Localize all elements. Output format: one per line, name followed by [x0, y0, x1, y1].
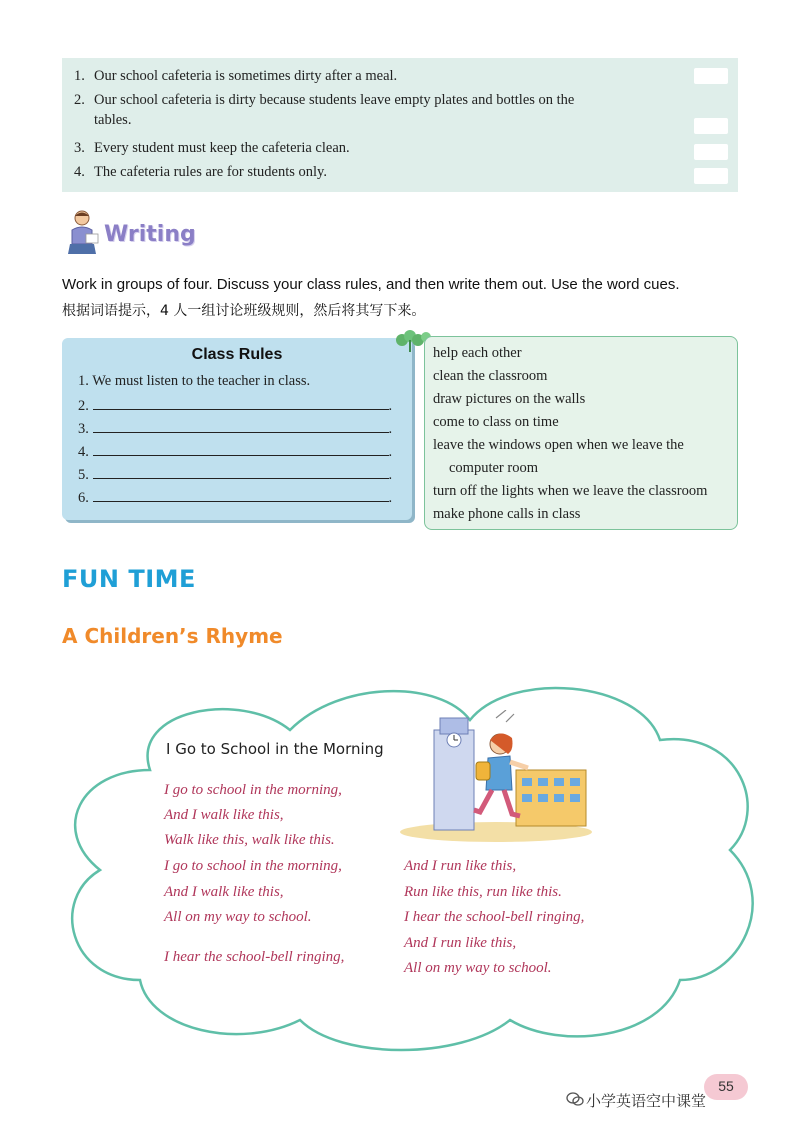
poem-line: I go to school in the morning,	[164, 858, 342, 874]
statement-number: 4.	[74, 164, 85, 180]
girl-running-to-school-illustration	[396, 710, 592, 842]
poem-line: And I walk like this,	[164, 807, 284, 823]
rule-number: 2.	[78, 398, 89, 414]
statement-text: Our school cafeteria is dirty because students leave empty plates and bottles on the	[94, 92, 575, 108]
poem-line: Run like this, run like this.	[404, 884, 562, 900]
poem-line: I hear the school-bell ringing,	[404, 909, 585, 925]
poem-line: And I run like this,	[404, 935, 517, 951]
poem-line: And I walk like this,	[164, 884, 284, 900]
word-cue-cont: computer room	[449, 460, 538, 476]
writing-instruction-zh: 根据词语提示，4 人一组讨论班级规则，然后将其写下来。	[62, 303, 426, 319]
poem-line: Walk like this, walk like this.	[164, 832, 335, 848]
class-rules-box	[62, 338, 412, 520]
statement-text: The cafeteria rules are for students only.	[94, 164, 327, 180]
answer-blank-2[interactable]	[694, 118, 728, 134]
word-cue: draw pictures on the walls	[433, 391, 586, 407]
word-cue: turn off the lights when we leave the classroom	[433, 483, 708, 499]
statement-1	[74, 66, 397, 86]
rule-blank-2[interactable]: 2. .	[78, 398, 393, 414]
statement-4	[74, 162, 327, 182]
answer-blank-3[interactable]	[694, 144, 728, 160]
poem-title: I Go to School in the Morning	[166, 740, 384, 758]
statement-number: 2.	[74, 92, 85, 108]
poem-line: All on my way to school.	[404, 960, 552, 976]
statement-text: Every student must keep the cafeteria clean.	[94, 140, 350, 156]
answer-blank-1[interactable]	[694, 68, 728, 84]
answer-blank-4[interactable]	[694, 168, 728, 184]
page-number-badge	[704, 1074, 748, 1100]
poem-line: I hear the school-bell ringing,	[164, 949, 345, 965]
page-number: 55	[718, 1078, 734, 1094]
word-cue: come to class on time	[433, 414, 559, 430]
statement-text: Our school cafeteria is sometimes dirty after a meal.	[94, 68, 398, 84]
rule-number: 3.	[78, 421, 89, 437]
rule-1: 1. We must listen to the teacher in class.	[78, 373, 311, 389]
rule-blank-3[interactable]: 3. .	[78, 421, 393, 437]
watermark-text: 小学英语空中课堂	[586, 1092, 707, 1110]
rule-blank-4[interactable]: 4. .	[78, 444, 393, 460]
fun-time-title: FUN TIME	[62, 565, 196, 593]
statement-text-cont: tables.	[94, 112, 132, 128]
word-cue: leave the windows open when we leave the	[433, 437, 684, 453]
rule-blank-6[interactable]: 6. .	[78, 490, 393, 506]
poem-line: And I run like this,	[404, 858, 517, 874]
writing-title: Writing	[104, 222, 196, 247]
word-cue-box	[424, 336, 738, 530]
word-cue: make phone calls in class	[433, 506, 581, 522]
word-cue: clean the classroom	[433, 368, 548, 384]
poem-line: All on my way to school.	[164, 909, 312, 925]
rule-number: 5.	[78, 467, 89, 483]
rule-blank-5[interactable]: 5. .	[78, 467, 393, 483]
statement-2	[74, 90, 574, 130]
statement-3	[74, 138, 350, 158]
poem-line: I go to school in the morning,	[164, 782, 342, 798]
class-rules-title: Class Rules	[191, 346, 283, 363]
rule-number: 4.	[78, 444, 89, 460]
word-cue: help each other	[433, 345, 522, 361]
wechat-icon	[566, 1090, 584, 1108]
rhyme-title: A Children’s Rhyme	[62, 624, 283, 648]
statement-box	[62, 58, 738, 192]
writing-boy-icon	[62, 208, 102, 258]
writing-instruction-en: Work in groups of four. Discuss your class rules, and then write them out. Use the word cues.	[62, 276, 680, 293]
rule-number: 6.	[78, 490, 89, 506]
statement-number: 1.	[74, 68, 85, 84]
statement-number: 3.	[74, 140, 85, 156]
